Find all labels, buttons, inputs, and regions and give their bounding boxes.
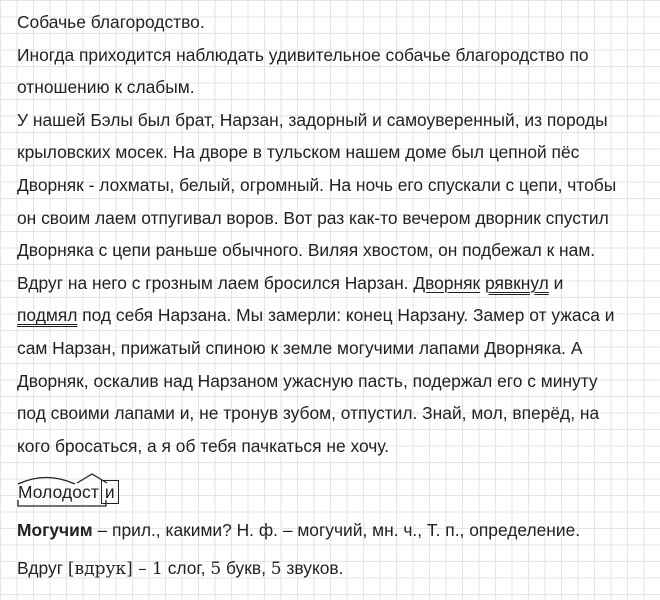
text-line: Дворняк - лохматы, белый, огромный. На ночь его спускали с цепи, чтобы xyxy=(17,174,617,195)
syllables-label: слог, xyxy=(162,558,211,578)
text-line: Дворняка с цепи раньше обычного. Виляя хвостом, он подбежал к нам. xyxy=(17,240,596,261)
morpheme-ending: и xyxy=(101,480,119,504)
text-line: Дворняк, оскалив над Нарзаном ужасную пасть, подержал его с минуту xyxy=(17,370,598,391)
analysis-description: – прил., какими? Н. ф. – могучий, мн. ч., Т. п., определение. xyxy=(92,520,581,540)
text-line: отношению к слабым. xyxy=(17,77,195,98)
morpheme-stem: Молодост xyxy=(18,482,99,502)
phonetic-dash: – xyxy=(132,559,153,579)
syllables-count: 1 xyxy=(152,559,163,579)
text-line: кого бросаться, а я об тебя пачкаться не хочу. xyxy=(17,435,390,456)
text-body xyxy=(17,6,647,462)
analysis-word: Могучим xyxy=(17,520,93,540)
sounds-label: звуков. xyxy=(281,558,344,578)
predicate-underlined: подмял xyxy=(17,305,78,326)
text-fragment: и xyxy=(548,272,564,293)
letters-count: 5 xyxy=(210,559,222,579)
text-line-with-predicate xyxy=(17,299,647,332)
text-line: У нашей Бэлы был брат, Нарзан, задорный и самоуверенный, из породы xyxy=(17,109,608,130)
letters-label: букв, xyxy=(221,558,271,578)
word-analysis xyxy=(17,520,580,541)
text-line: Иногда приходится наблюдать удивительное собачье благородство по xyxy=(17,44,589,65)
text-line: он своим лаем отпугивал воров. Вот раз как-то вечером дворник спустил xyxy=(17,207,609,228)
text-fragment: под себя Нарзана. Мы замерли: конец Нарзану. Замер от ужаса и xyxy=(77,305,615,326)
text-line: крыловских мосек. На дворе в тульском нашем доме был цепной пёс xyxy=(17,142,580,163)
text-line: сам Нарзан, прижатый спиною к земле могучими лапами Дворняка. А xyxy=(17,337,583,358)
morpheme-word xyxy=(18,480,119,504)
text-fragment: Вдруг на него с грозным лаем бросился Нарзан. xyxy=(17,272,414,293)
morpheme-analysis xyxy=(17,470,217,510)
sounds-count: 5 xyxy=(270,559,282,579)
phonetic-analysis xyxy=(17,558,344,579)
subject-underlined: Дворняк xyxy=(413,272,481,293)
phonetic-word: Вдруг xyxy=(17,558,64,578)
text-line-with-subject xyxy=(17,267,647,300)
text-title: Собачье благородство. xyxy=(17,12,205,32)
predicate-underlined: рявкнул xyxy=(484,272,549,293)
phonetic-transcription: [вдрук] xyxy=(67,559,133,579)
text-line: под своими лапами и, не тронув зубом, отпустил. Знай, мол, вперёд, на xyxy=(17,403,600,424)
